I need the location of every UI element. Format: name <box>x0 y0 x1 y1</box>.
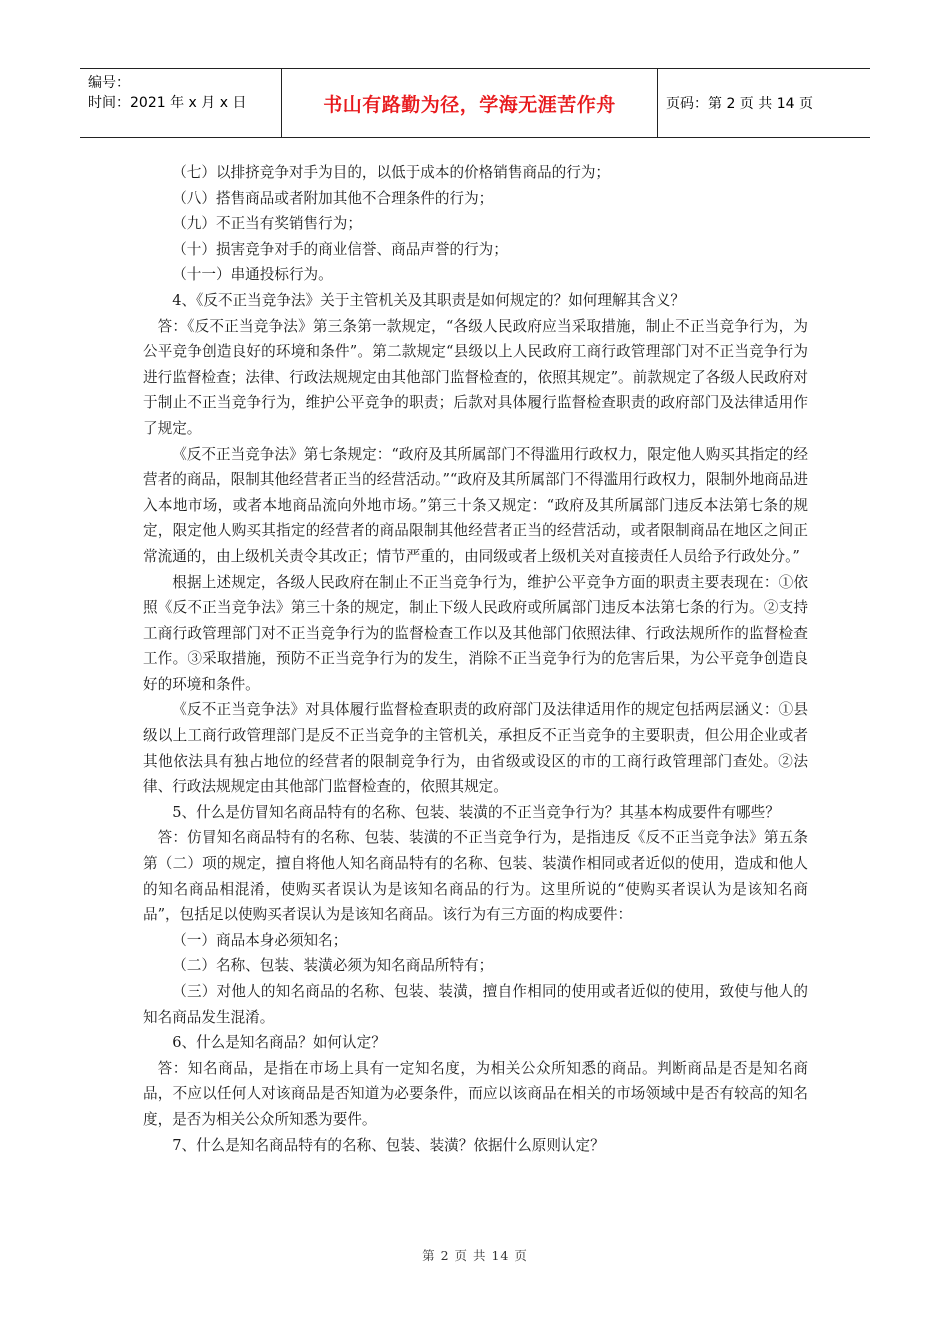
question-heading: 5、什么是仿冒知名商品特有的名称、包装、装潢的不正当竞争行为？其基本构成要件有哪些？ <box>172 803 780 821</box>
body-paragraph: （三）对他人的知名商品的名称、包装、装潢，擅自作相同的使用或者近似的使用，致使与他人的知名商品发生混淆。 <box>143 983 808 1026</box>
page-footer: 第 2 页 共 14 页 <box>422 1248 528 1263</box>
body-paragraph: （十）损害竞争对手的商业信誉、商品声誉的行为； <box>172 240 508 258</box>
answer-paragraph: 答：《反不正当竞争法》第三条第一款规定，“各级人民政府应当采取措施，制止不正当竞争行为，为公平竞争创造良好的环境和条件”。第二款规定“县级以上人民政府工商行政管理部门对不正当竞争行为进行监督检查；法律、行政法规规定由其他部门监督检查的，依照其规定”。前款规定了各级人民政府对于制止不正当竞争行为，维护公平竞争的职责；后款对具体履行监督检查职责的政府部门及法律适用作了规定。 <box>143 317 808 437</box>
header-page-label: 页码：第 2 页 共 14 页 <box>666 96 813 112</box>
document-date-label: 时间：2021 年 x 月 x 日 <box>88 95 247 111</box>
body-paragraph: （十一）串通投标行为。 <box>172 266 333 284</box>
header-motto: 书山有路勤为径，学海无涯苦作舟 <box>282 69 658 137</box>
answer-paragraph: 答：仿冒知名商品特有的名称、包装、装潢的不正当竞争行为，是指违反《反不正当竞争法》第五条第（二）项的规定，擅自将他人知名商品特有的名称、包装、装潢作相同或者近似的使用，造成和他人的知名商品相混淆，使购买者误认为是该知名商品的行为。这里所说的“使购买者误认为是该知名商品”，包括足以使购买者误认为是该知名商品。该行为有三方面的构成要件： <box>143 829 808 924</box>
document-header <box>80 68 870 138</box>
body-paragraph: （七）以排挤竞争对手为目的，以低于成本的价格销售商品的行为； <box>172 164 611 181</box>
question-heading: 7、什么是知名商品特有的名称、包装、装潢？依据什么原则认定？ <box>172 1136 605 1154</box>
question-heading: 6、什么是知名商品？如何认定？ <box>172 1034 386 1052</box>
answer-paragraph: 答：知名商品，是指在市场上具有一定知名度，为相关公众所知悉的商品。判断商品是否是知名商品，不应以任何人对该商品是否知道为必要条件，而应以该商品在相关的市场领域中是否有较高的知名度，是否为相关公众所知悉为要件。 <box>143 1059 808 1128</box>
document-number-label: 编号： <box>88 75 130 91</box>
body-paragraph: （八）搭售商品或者附加其他不合理条件的行为； <box>172 189 494 207</box>
body-paragraph: 根据上述规定，各级人民政府在制止不正当竞争行为，维护公平竞争方面的职责主要表现在：①依照《反不正当竞争法》第三十条的规定，制止下级人民政府或所属部门违反本法第七条的行为。②支持工商行政管理部门对不正当竞争行为的监督检查工作以及其他部门依照法律、行政法规所作的监督检查工作。③采取措施，预防不正当竞争行为的发生，消除不正当竞争行为的危害后果，为公平竞争创造良好的环境和条件。 <box>143 573 808 693</box>
document-body <box>143 160 808 1158</box>
body-paragraph: （二）名称、包装、装潢必须为知名商品所特有； <box>172 957 494 975</box>
header-meta <box>80 69 282 137</box>
body-paragraph: （九）不正当有奖销售行为； <box>172 215 362 233</box>
body-paragraph: 《反不正当竞争法》对具体履行监督检查职责的政府部门及法律适用作的规定包括两层涵义：①县级以上工商行政管理部门是反不正当竞争的主管机关，承担反不正当竞争的主要职责，但公用企业或者其他依法具有独占地位的经营者的限制竞争行为，由省级或设区的市的工商行政管理部门查处。②法律、行政法规规定由其他部门监督检查的，依照其规定。 <box>143 701 808 796</box>
question-heading: 4、《反不正当竞争法》关于主管机关及其职责是如何规定的？如何理解其含义？ <box>172 291 685 309</box>
body-paragraph: 《反不正当竞争法》第七条规定：“政府及其所属部门不得滥用行政权力，限定他人购买其指定的经营者的商品，限制其他经营者正当的经营活动。”“政府及其所属部门不得滥用行政权力，限制外地商品进入本地市场，或者本地商品流向外地市场。”第三十条又规定：“政府及其所属部门违反本法第七条的规定，限定他人购买其指定的经营者的商品限制其他经营者正当的经营活动，或者限制商品在地区之间正常流通的，由上级机关责令其改正；情节严重的，由同级或者上级机关对直接责任人员给予行政处分。” <box>143 445 808 565</box>
body-paragraph: （一）商品本身必须知名； <box>172 931 348 949</box>
